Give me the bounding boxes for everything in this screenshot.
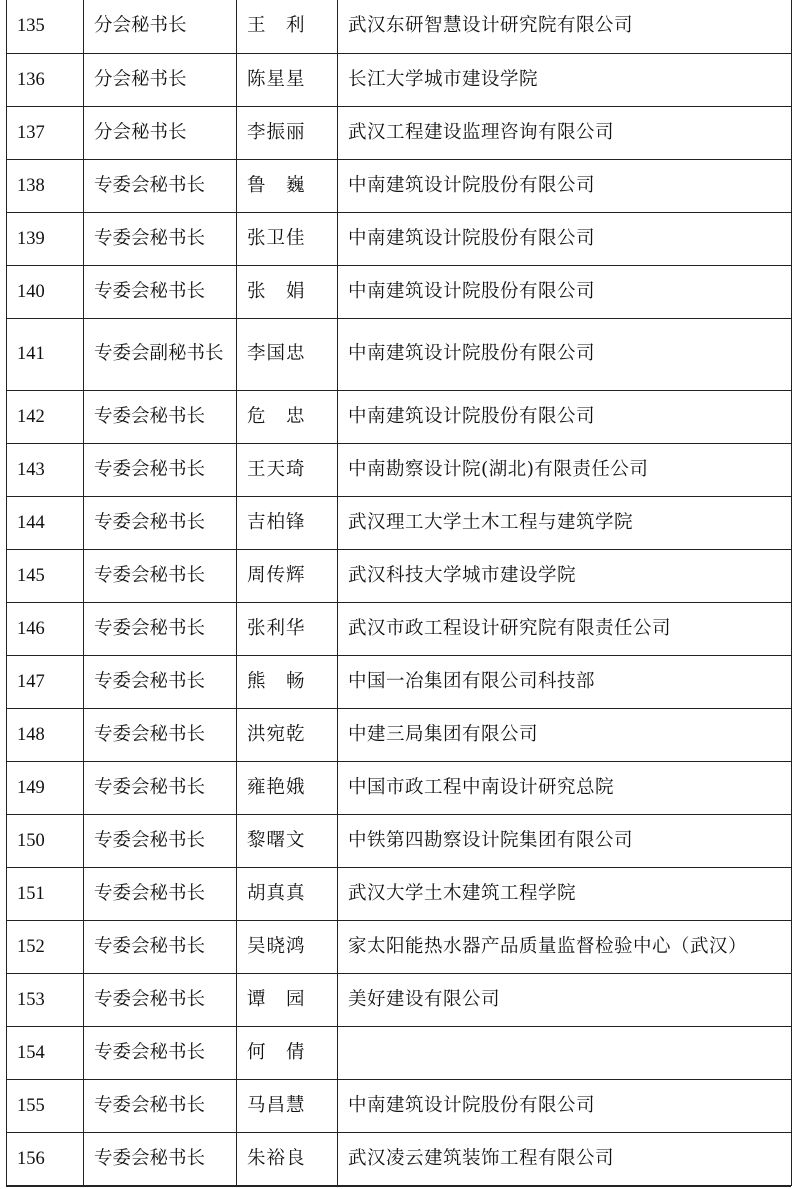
table-row [7,390,792,443]
role-cell: 专委会秘书长 [84,443,237,496]
serial-number-cell: 139 [7,212,84,265]
serial-number-cell: 155 [7,1079,84,1132]
serial-number-cell: 135 [7,0,84,53]
name-cell: 李振丽 [237,106,338,159]
table-row [7,761,792,814]
role-cell: 专委会秘书长 [84,867,237,920]
name-cell: 王天琦 [237,443,338,496]
table-row [7,0,792,53]
role-cell: 专委会副秘书长 [84,318,237,390]
organization-cell: 武汉凌云建筑装饰工程有限公司 [338,1132,792,1185]
table-row [7,1079,792,1132]
serial-number-cell: 150 [7,814,84,867]
name-cell: 张利华 [237,602,338,655]
organization-cell: 武汉工程建设监理咨询有限公司 [338,106,792,159]
organization-cell: 武汉科技大学城市建设学院 [338,549,792,602]
role-cell: 专委会秘书长 [84,159,237,212]
table-row [7,1026,792,1079]
organization-cell: 中南建筑设计院股份有限公司 [338,1079,792,1132]
organization-cell: 中南建筑设计院股份有限公司 [338,318,792,390]
role-cell: 专委会秘书长 [84,549,237,602]
name-cell: 李国忠 [237,318,338,390]
serial-number-cell: 153 [7,973,84,1026]
name-cell: 何 倩 [237,1026,338,1079]
name-cell: 周传辉 [237,549,338,602]
table-row [7,867,792,920]
organization-cell: 中南勘察设计院(湖北)有限责任公司 [338,443,792,496]
table-row [7,920,792,973]
table-row [7,973,792,1026]
organization-cell: 中南建筑设计院股份有限公司 [338,159,792,212]
role-cell: 专委会秘书长 [84,655,237,708]
name-cell: 张卫佳 [237,212,338,265]
name-cell: 雍艳娥 [237,761,338,814]
organization-cell: 中国市政工程中南设计研究总院 [338,761,792,814]
organization-cell: 美好建设有限公司 [338,973,792,1026]
table-row [7,443,792,496]
serial-number-cell: 146 [7,602,84,655]
table-row [7,655,792,708]
serial-number-cell: 138 [7,159,84,212]
serial-number-cell: 149 [7,761,84,814]
name-cell: 马昌慧 [237,1079,338,1132]
role-cell: 专委会秘书长 [84,265,237,318]
role-cell: 专委会秘书长 [84,602,237,655]
name-cell: 吴晓鸿 [237,920,338,973]
serial-number-cell: 136 [7,53,84,106]
table-row [7,496,792,549]
role-cell: 专委会秘书长 [84,390,237,443]
organization-cell: 中南建筑设计院股份有限公司 [338,390,792,443]
serial-number-cell: 140 [7,265,84,318]
table-row [7,1132,792,1185]
serial-number-cell: 137 [7,106,84,159]
serial-number-cell: 147 [7,655,84,708]
organization-cell: 中南建筑设计院股份有限公司 [338,212,792,265]
table-row [7,602,792,655]
organization-cell [338,1026,792,1079]
organization-cell: 长江大学城市建设学院 [338,53,792,106]
organization-cell: 中建三局集团有限公司 [338,708,792,761]
name-cell: 熊 畅 [237,655,338,708]
name-cell: 胡真真 [237,867,338,920]
name-cell: 黎曙文 [237,814,338,867]
table-row [7,708,792,761]
roster-table [6,0,792,1186]
name-cell: 洪宛乾 [237,708,338,761]
role-cell: 专委会秘书长 [84,814,237,867]
role-cell: 专委会秘书长 [84,1079,237,1132]
name-cell: 鲁 巍 [237,159,338,212]
table-row [7,53,792,106]
role-cell: 专委会秘书长 [84,496,237,549]
role-cell: 分会秘书长 [84,0,237,53]
name-cell: 张 娟 [237,265,338,318]
role-cell: 专委会秘书长 [84,973,237,1026]
role-cell: 专委会秘书长 [84,920,237,973]
role-cell: 专委会秘书长 [84,1132,237,1185]
serial-number-cell: 141 [7,318,84,390]
role-cell: 分会秘书长 [84,53,237,106]
table-row [7,549,792,602]
organization-cell: 武汉理工大学土木工程与建筑学院 [338,496,792,549]
role-cell: 分会秘书长 [84,106,237,159]
name-cell: 谭 园 [237,973,338,1026]
table-row [7,212,792,265]
role-cell: 专委会秘书长 [84,212,237,265]
organization-cell: 家太阳能热水器产品质量监督检验中心（武汉） [338,920,792,973]
role-cell: 专委会秘书长 [84,1026,237,1079]
serial-number-cell: 144 [7,496,84,549]
serial-number-cell: 145 [7,549,84,602]
serial-number-cell: 148 [7,708,84,761]
role-cell: 专委会秘书长 [84,761,237,814]
organization-cell: 武汉市政工程设计研究院有限责任公司 [338,602,792,655]
organization-cell: 中国一冶集团有限公司科技部 [338,655,792,708]
serial-number-cell: 143 [7,443,84,496]
table-row [7,159,792,212]
serial-number-cell: 156 [7,1132,84,1185]
table-row [7,814,792,867]
table-row [7,265,792,318]
table-row [7,106,792,159]
organization-cell: 武汉东研智慧设计研究院有限公司 [338,0,792,53]
organization-cell: 中南建筑设计院股份有限公司 [338,265,792,318]
serial-number-cell: 151 [7,867,84,920]
organization-cell: 武汉大学土木建筑工程学院 [338,867,792,920]
serial-number-cell: 152 [7,920,84,973]
table-row [7,318,792,390]
name-cell: 朱裕良 [237,1132,338,1185]
role-cell: 专委会秘书长 [84,708,237,761]
organization-cell: 中铁第四勘察设计院集团有限公司 [338,814,792,867]
serial-number-cell: 142 [7,390,84,443]
serial-number-cell: 154 [7,1026,84,1079]
name-cell: 陈星星 [237,53,338,106]
name-cell: 危 忠 [237,390,338,443]
name-cell: 吉柏锋 [237,496,338,549]
name-cell: 王 利 [237,0,338,53]
table-bottom-border [6,1186,791,1187]
